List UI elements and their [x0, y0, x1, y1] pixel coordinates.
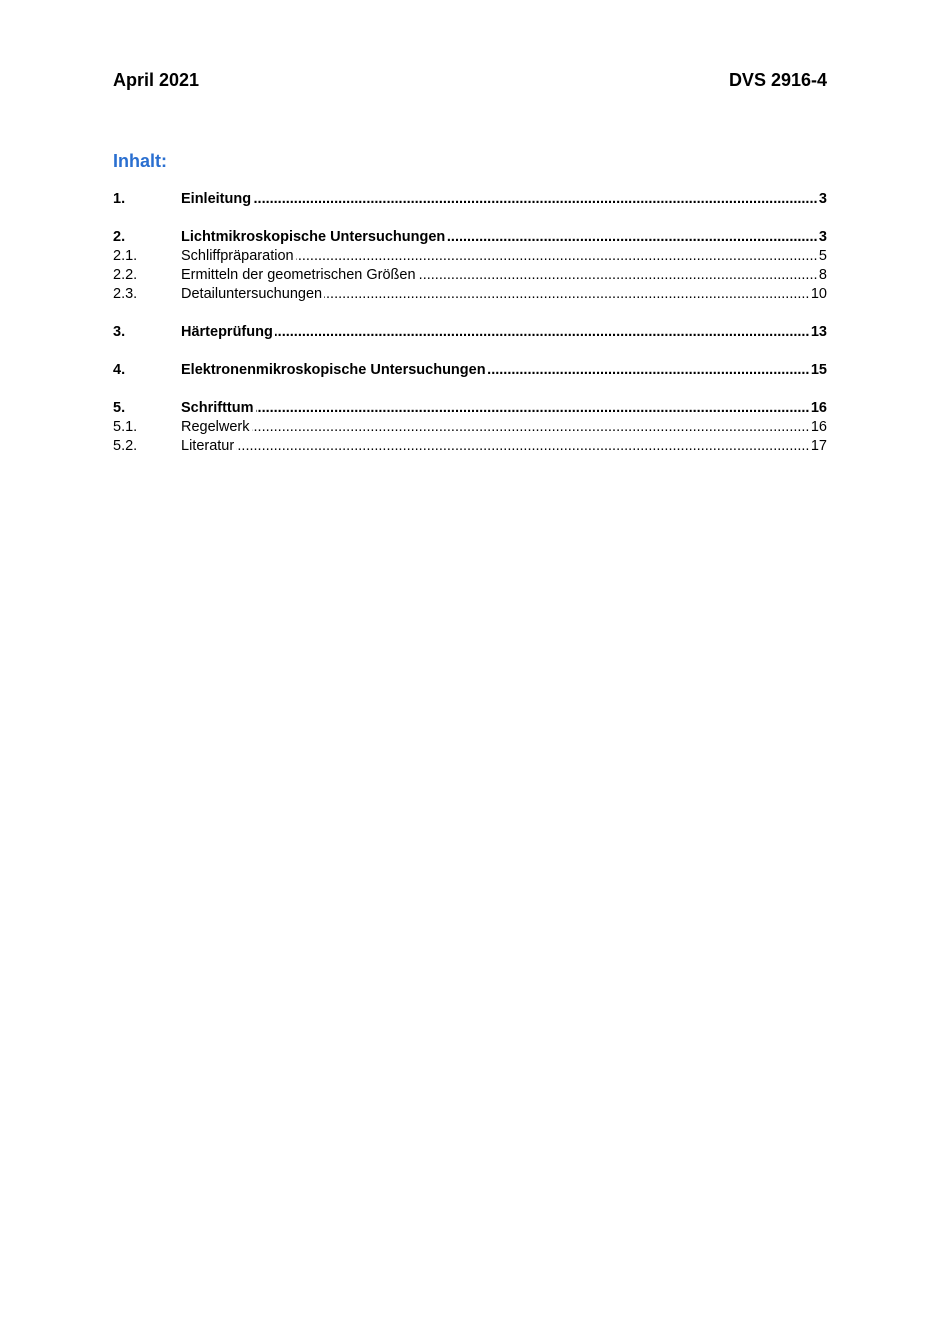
toc-entry-page: 15 [810, 362, 827, 378]
table-of-contents [113, 190, 827, 456]
toc-entry-1[interactable] [113, 190, 827, 209]
toc-entry-2-1[interactable] [113, 247, 827, 266]
toc-entry-number: 3. [113, 324, 126, 340]
toc-entry-number: 4. [113, 362, 126, 378]
header-date: April 2021 [113, 70, 200, 90]
toc-entry-title: Ermitteln der geometrischen Größen [181, 267, 416, 283]
toc-entry-title: Elektronenmikroskopische Untersuchungen [181, 362, 486, 378]
toc-entry-number: 5.1. [113, 419, 138, 435]
toc-entry-number: 1. [113, 191, 126, 207]
toc-entry-title: Einleitung [181, 191, 252, 207]
toc-entry-page: 10 [810, 286, 827, 302]
toc-entry-title: Regelwerk [181, 419, 250, 435]
toc-entry-2-2[interactable] [113, 266, 827, 285]
toc-entry-title: Härteprüfung [181, 324, 273, 340]
toc-entry-number: 5.2. [113, 438, 138, 454]
page-header [113, 68, 827, 92]
toc-entry-5-1[interactable] [113, 418, 827, 437]
toc-entry-page: 17 [810, 438, 827, 454]
toc-entry-2[interactable] [113, 228, 827, 247]
header-document-id: DVS 2916-4 [728, 70, 827, 90]
toc-entry-page: 16 [810, 419, 827, 435]
toc-entry-title: Literatur [181, 438, 235, 454]
toc-entry-5-2[interactable] [113, 437, 827, 456]
toc-entry-number: 2.1. [113, 248, 138, 264]
toc-entry-3[interactable] [113, 323, 827, 342]
toc-entry-page: 3 [818, 229, 827, 245]
toc-entry-page: 5 [818, 248, 827, 264]
toc-entry-number: 2.2. [113, 267, 138, 283]
toc-entry-page: 8 [818, 267, 827, 283]
toc-entry-4[interactable] [113, 361, 827, 380]
toc-title: Inhalt: [113, 151, 167, 171]
toc-entry-number: 2.3. [113, 286, 138, 302]
toc-entry-title: Schliffpräparation [181, 248, 294, 264]
toc-entry-title: Detailuntersuchungen [181, 286, 323, 302]
toc-entry-5[interactable] [113, 399, 827, 418]
toc-entry-page: 13 [810, 324, 827, 340]
toc-entry-title: Lichtmikroskopische Untersuchungen [181, 229, 446, 245]
toc-entry-number: 5. [113, 400, 126, 416]
toc-entry-number: 2. [113, 229, 126, 245]
toc-entry-2-3[interactable] [113, 285, 827, 304]
toc-entry-page: 16 [810, 400, 827, 416]
toc-entry-title: Schrifttum [181, 400, 254, 416]
toc-entry-page: 3 [818, 191, 827, 207]
